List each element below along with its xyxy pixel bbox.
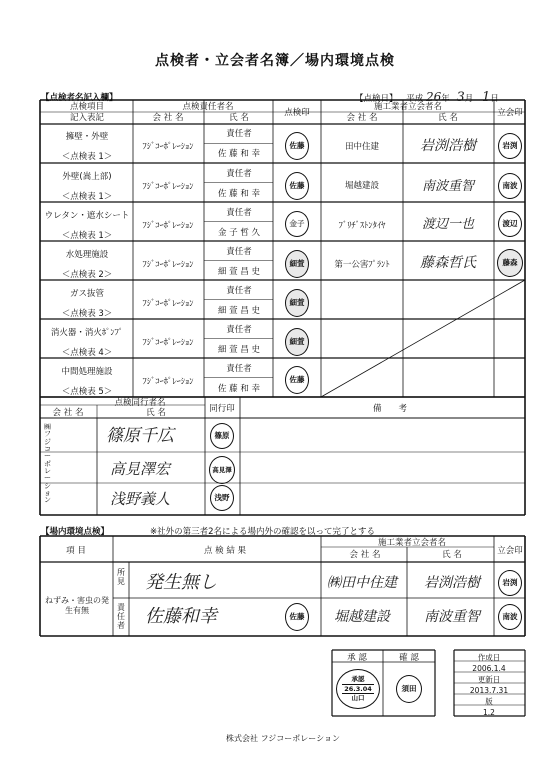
responsible-name: 佐藤和幸	[145, 606, 217, 627]
row-table: ＜点検表 1＞	[61, 192, 113, 202]
row-company: ﾌｼﾞｺｰﾎﾟﾚｰｼｮﾝ	[142, 142, 194, 152]
date-day-suffix: 日	[490, 94, 499, 104]
env-contractor-company: ㈱田中住建	[327, 575, 397, 591]
header-record-table: 記入表記	[69, 113, 105, 123]
row-table: ＜点検表 4＞	[61, 348, 113, 358]
row-company: ﾌｼﾞｺｰﾎﾟﾚｰｼｮﾝ	[142, 260, 194, 270]
date-month-suffix: 月	[464, 94, 474, 104]
header-responsible: 点検責任者名	[182, 102, 234, 112]
env-note: ※社外の第三者2名による場内外の確認を以って完了とする	[150, 527, 376, 537]
header-witness-seal: 立会印	[497, 108, 523, 118]
witness-seal: 岩渕	[498, 133, 522, 159]
witness-seal: 南波	[498, 173, 522, 199]
row-name: 佐 藤 和 幸	[217, 149, 261, 159]
date-era: 平成	[406, 94, 424, 104]
env-contractor-header: 施工業者立会者名	[377, 538, 447, 548]
env-company-header: 会 社 名	[349, 550, 381, 560]
env-item: ねずみ・害虫の発生有無	[45, 596, 109, 616]
row-contractor-company: 堀越建設	[344, 181, 380, 191]
accompany-seal: 高見澤	[209, 456, 235, 484]
accompany-name-header: 氏 名	[146, 408, 166, 418]
row-role: 責任者	[226, 169, 252, 179]
header-contractor-company: 会 社 名	[346, 113, 378, 123]
row-item: 外壁(嵩上部)	[62, 172, 112, 182]
header-contractor: 施工業者立会者名	[373, 102, 443, 112]
created-label: 作成日	[477, 653, 501, 662]
env-item-header: 項 目	[66, 546, 86, 556]
row-role: 責任者	[226, 247, 252, 257]
row-contractor-name: 渡辺一也	[421, 217, 475, 232]
header-company: 会 社 名	[152, 113, 184, 123]
accompany-seal: 浅野	[210, 485, 234, 511]
row-table: ＜点検表 5＞	[61, 387, 113, 397]
version-label: 版	[485, 697, 493, 706]
date-day: 1	[481, 90, 491, 105]
inspector-seal: 佐藤	[285, 132, 309, 160]
witness-seal: 渡辺	[498, 211, 522, 237]
row-name: 佐 藤 和 幸	[217, 189, 261, 199]
row-company: ﾌｼﾞｺｰﾎﾟﾚｰｼｮﾝ	[142, 338, 194, 348]
updated-date: 2013.7.31	[469, 686, 509, 695]
row-role: 責任者	[226, 364, 252, 374]
header-item: 点検項目	[69, 102, 105, 112]
inspector-seal: 細萱	[285, 250, 309, 278]
approve-stamp-top: 承認	[351, 674, 365, 683]
page-title: 点検者・立会者名簿／場内環境点検	[155, 53, 395, 69]
version-number: 1.2	[483, 708, 495, 717]
env-contractor-name: 岩渕浩樹	[424, 575, 480, 591]
date-year: 26	[425, 90, 442, 104]
inspector-section-label: 【点検者名記入欄】	[41, 93, 118, 103]
approve-stamp-date: 26.3.04	[344, 684, 372, 693]
row-role: 責任者	[226, 286, 252, 296]
inspector-seal: 佐藤	[285, 366, 309, 394]
accompany-seal-header: 同行印	[209, 404, 235, 414]
row-name: 佐 藤 和 幸	[217, 384, 261, 394]
accompany-company: ㈱フジコーポレーション	[44, 423, 51, 505]
row-item: ウレタン・遮水シート	[44, 211, 130, 221]
confirm-stamp: 須田	[396, 675, 422, 703]
opinion-label: 所見	[117, 568, 125, 586]
row-contractor-company: ﾌﾞﾘﾁﾞｽﾄﾝﾀｲﾔ	[338, 221, 386, 231]
row-table: ＜点検表 3＞	[61, 309, 113, 319]
accompany-header: 点検同行者名	[114, 398, 166, 408]
remarks-header: 備 考	[372, 404, 408, 414]
row-item: 消火器・消火ﾎﾟﾝﾌﾟ	[50, 328, 124, 338]
accompany-person-name: 浅野義人	[109, 490, 171, 508]
row-item: 中間処理施設	[61, 367, 113, 377]
row-name: 細 萱 昌 史	[217, 306, 261, 316]
row-item: 擁壁・外壁	[65, 132, 109, 142]
accompany-company-header: 会 社 名	[52, 408, 84, 418]
header-name: 氏 名	[229, 113, 249, 123]
row-table: ＜点検表 1＞	[61, 152, 113, 162]
row-company: ﾌｼﾞｺｰﾎﾟﾚｰｼｮﾝ	[142, 221, 194, 231]
env-contractor-name: 南波重智	[424, 609, 480, 625]
approve-stamp	[336, 669, 380, 709]
date-label: 【点検日】	[355, 94, 398, 104]
row-role: 責任者	[226, 208, 252, 218]
row-table: ＜点検表 2＞	[61, 270, 113, 280]
env-witness-seal: 岩渕	[498, 570, 522, 596]
row-item: 水処理施設	[65, 250, 109, 260]
inspector-seal: 金子	[285, 211, 309, 237]
row-contractor-company: 第一公害ﾌﾟﾗﾝﾄ	[334, 260, 390, 270]
row-contractor-name: 藤森哲氏	[420, 255, 476, 271]
row-contractor-name: 岩渕浩樹	[420, 138, 476, 154]
responsible-seal: 佐藤	[285, 603, 309, 631]
accompany-person-name: 高見澤宏	[109, 460, 171, 478]
approve-header: 承 認	[347, 653, 367, 663]
row-company: ﾌｼﾞｺｰﾎﾟﾚｰｼｮﾝ	[142, 182, 194, 192]
row-company: ﾌｼﾞｺｰﾎﾟﾚｰｼｮﾝ	[142, 299, 194, 309]
row-name: 金 子 哲 久	[217, 228, 261, 238]
responsible-label: 責任者	[117, 603, 125, 630]
env-result-header: 点 検 結 果	[203, 546, 247, 556]
row-contractor-company: 田中住建	[344, 142, 380, 152]
env-contractor-company: 堀越建設	[334, 609, 390, 625]
header-seal: 点検印	[284, 108, 310, 118]
witness-seal: 藤森	[497, 249, 523, 277]
date-year-suffix: 年	[441, 94, 450, 104]
header-contractor-name: 氏 名	[438, 113, 458, 123]
env-seal-header: 立会印	[497, 546, 523, 556]
env-name-header: 氏 名	[442, 550, 462, 560]
env-witness-seal: 南波	[498, 604, 522, 630]
footer-company: 株式会社 フジコーポレーション	[226, 734, 340, 743]
inspector-seal: 細萱	[285, 328, 309, 356]
confirm-header: 確 認	[399, 653, 419, 663]
updated-label: 更新日	[477, 675, 501, 684]
row-name: 細 萱 昌 史	[217, 267, 261, 277]
approve-stamp-name: 山口	[351, 694, 365, 703]
row-role: 責任者	[226, 129, 252, 139]
row-role: 責任者	[226, 325, 252, 335]
env-section-label: 【場内環境点検】	[41, 527, 110, 537]
inspector-seal: 細萱	[285, 289, 309, 317]
opinion-text: 発生無し	[145, 572, 217, 593]
date-month: 3	[456, 90, 465, 105]
inspector-seal: 佐藤	[285, 172, 309, 200]
accompany-seal: 篠原	[210, 423, 234, 449]
row-contractor-name: 南波重智	[421, 179, 475, 194]
row-company: ﾌｼﾞｺｰﾎﾟﾚｰｼｮﾝ	[142, 377, 194, 387]
row-item: ガス抜管	[69, 289, 105, 299]
created-date: 2006.1.4	[472, 664, 506, 673]
accompany-person-name: 篠原千広	[106, 426, 174, 446]
row-name: 細 萱 昌 史	[217, 345, 261, 355]
row-table: ＜点検表 1＞	[61, 231, 113, 241]
